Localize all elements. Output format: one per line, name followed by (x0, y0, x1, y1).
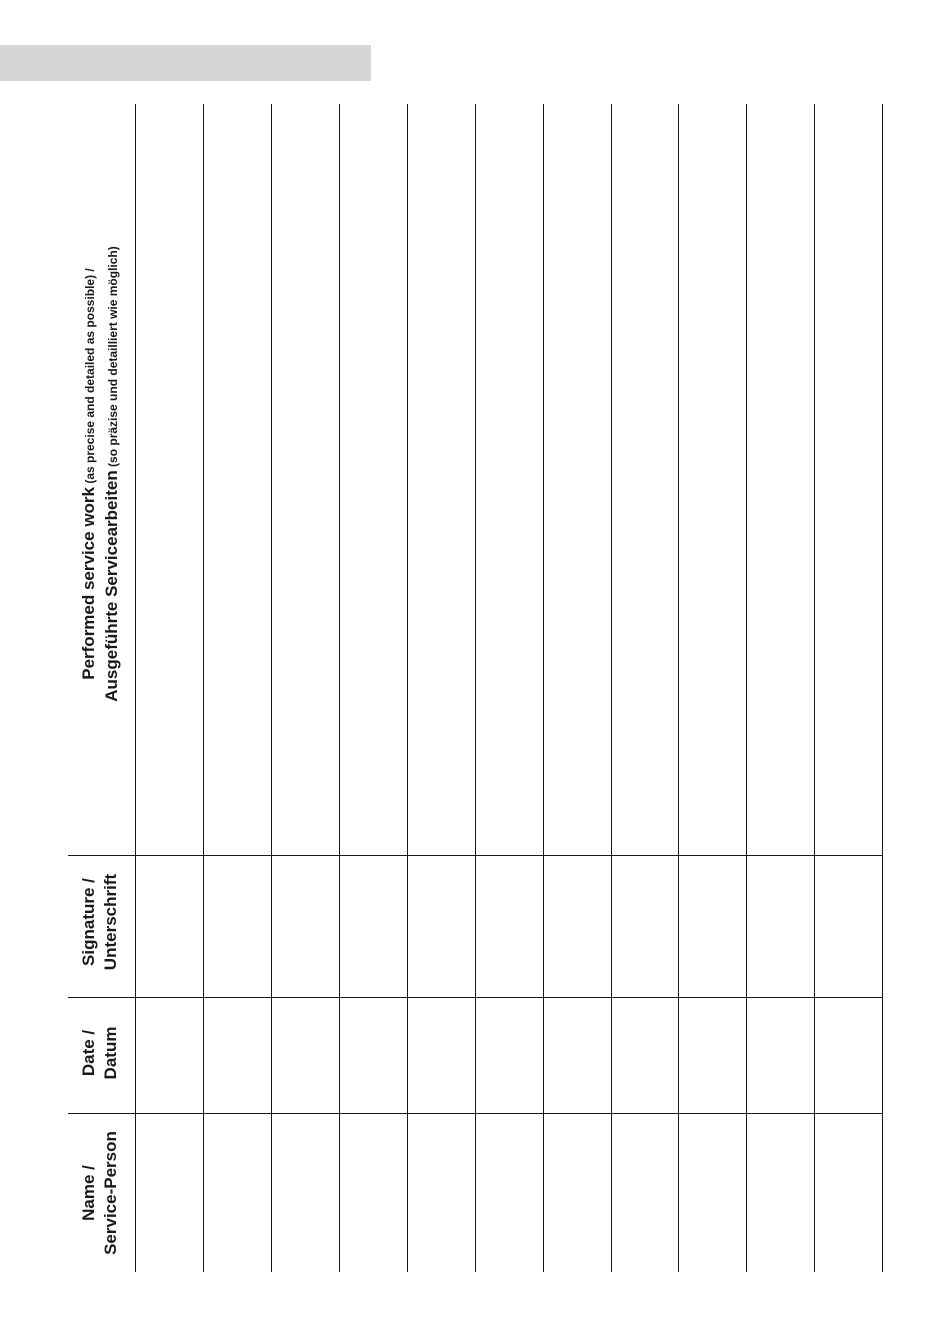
date-label-en: Date / (79, 1029, 98, 1077)
entry-date-cell[interactable] (340, 998, 407, 1113)
column-header-date (78, 993, 122, 1113)
entry-name-cell[interactable] (815, 1114, 882, 1272)
column-header-signature (78, 852, 122, 992)
name-label-de: Service-Person (101, 1131, 120, 1255)
entry-performed-work-cell[interactable] (272, 105, 339, 855)
entry-performed-work-cell[interactable] (204, 105, 271, 855)
entry-performed-work-cell[interactable] (679, 105, 746, 855)
entry-signature-cell[interactable] (747, 856, 814, 997)
name-label-en: Name / (79, 1165, 98, 1221)
entry-signature-cell[interactable] (679, 856, 746, 997)
entry-performed-work-cell[interactable] (747, 105, 814, 855)
entry-name-cell[interactable] (340, 1114, 407, 1272)
entry-name-cell[interactable] (544, 1114, 611, 1272)
entry-date-cell[interactable] (476, 998, 543, 1113)
entry-name-cell[interactable] (679, 1114, 746, 1272)
entry-date-cell[interactable] (815, 998, 882, 1113)
entry-name-cell[interactable] (476, 1114, 543, 1272)
entry-performed-work-cell[interactable] (340, 105, 407, 855)
entry-date-cell[interactable] (544, 998, 611, 1113)
entry-name-cell[interactable] (408, 1114, 475, 1272)
signature-label-de: Unterschrift (101, 873, 120, 971)
entry-name-cell[interactable] (204, 1114, 271, 1272)
entry-signature-cell[interactable] (408, 856, 475, 997)
entry-date-cell[interactable] (679, 998, 746, 1113)
entry-date-cell[interactable] (204, 998, 271, 1113)
entry-signature-cell[interactable] (612, 856, 678, 997)
entry-signature-cell[interactable] (272, 856, 339, 997)
entry-date-cell[interactable] (747, 998, 814, 1113)
entry-signature-cell[interactable] (815, 856, 882, 997)
performed-work-label-en: Performed service work (79, 487, 98, 680)
entry-name-cell[interactable] (272, 1114, 339, 1272)
entry-signature-cell[interactable] (340, 856, 407, 997)
entry-name-cell[interactable] (612, 1114, 678, 1272)
entry-date-cell[interactable] (408, 998, 475, 1113)
entry-date-cell[interactable] (612, 998, 678, 1113)
entry-performed-work-cell[interactable] (815, 105, 882, 855)
signature-label-en: Signature / (79, 878, 98, 966)
entry-performed-work-cell[interactable] (612, 105, 678, 855)
performed-work-label-de: Ausgeführte Servicearbeiten (102, 470, 121, 702)
entry-name-cell[interactable] (747, 1114, 814, 1272)
performed-work-note-en: (as precise and detailed as possible) / (83, 268, 97, 487)
entry-signature-cell[interactable] (476, 856, 543, 997)
entry-signature-cell[interactable] (204, 856, 271, 997)
performed-work-note-de: (so präzise und detailliert wie möglich) (106, 246, 120, 471)
entry-performed-work-cell[interactable] (544, 105, 611, 855)
entry-performed-work-cell[interactable] (476, 105, 543, 855)
date-label-de: Datum (101, 1026, 120, 1080)
column-header-performed-work (78, 149, 122, 799)
entry-signature-cell[interactable] (136, 856, 203, 997)
entry-signature-cell[interactable] (544, 856, 611, 997)
column-header-name (78, 1103, 122, 1283)
entry-date-cell[interactable] (272, 998, 339, 1113)
entry-name-cell[interactable] (136, 1114, 203, 1272)
entry-performed-work-cell[interactable] (136, 105, 203, 855)
entry-performed-work-cell[interactable] (408, 105, 475, 855)
entry-date-cell[interactable] (136, 998, 203, 1113)
column-line (882, 104, 883, 1272)
